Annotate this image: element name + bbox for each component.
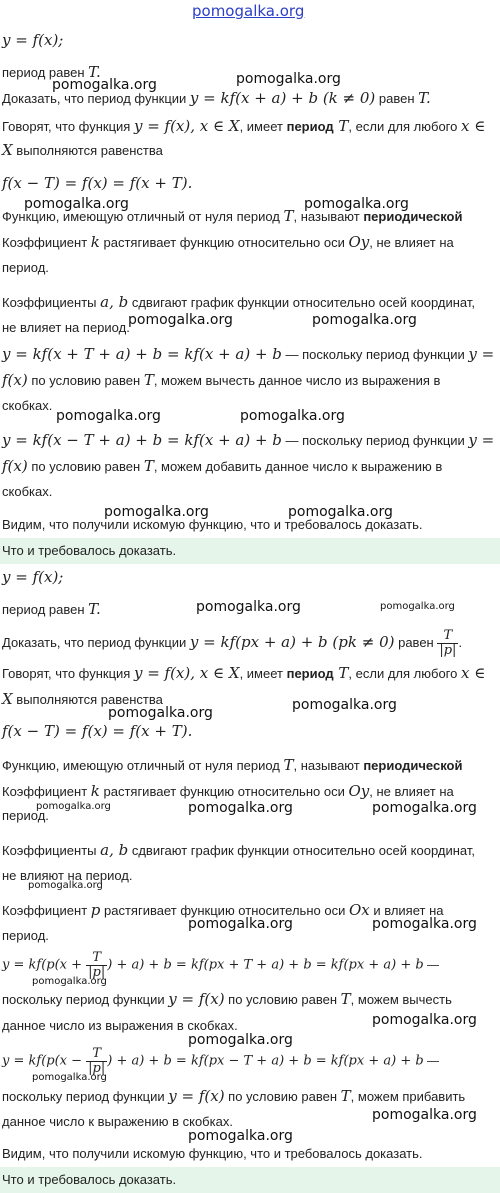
s2-line-15: поскольку период функции y = f(x) по условию равен T, можем вычесть <box>2 990 452 1008</box>
s2-line-16: данное число из выражения в скобках. <box>2 1018 238 1033</box>
s2-line-7: Функцию, имеющую отличный от нуля период T, называют периодической <box>2 756 463 774</box>
fraction: $\frac{T}{|p|}$ <box>439 628 457 658</box>
watermark: pomogalka.org <box>32 1072 107 1083</box>
s2-line-10: Коэффициенты a, b сдвигают график функции относительно осей координат, <box>2 841 475 859</box>
s1-line-18: Видим, что получили искомую функцию, что и требовалось доказать. <box>2 517 423 532</box>
s1-line-7: Функцию, имеющую отличный от нуля период T, называют периодической <box>2 207 463 225</box>
s2-line-19: данное число к выражению в скобках. <box>2 1114 233 1129</box>
watermark: pomogalka.org <box>24 196 129 212</box>
watermark: pomogalka.org <box>36 801 111 812</box>
watermark: pomogalka.org <box>108 705 213 721</box>
s1-line-5: X выполняются равенства <box>2 141 163 159</box>
s2-line-11: не влияют на период. <box>2 868 133 883</box>
watermark: pomogalka.org <box>372 916 477 932</box>
watermark: pomogalka.org <box>240 408 345 424</box>
s1-conclusion-band: Что и требовалось доказать. <box>0 538 500 564</box>
watermark: pomogalka.org <box>104 504 209 520</box>
watermark: pomogalka.org <box>288 504 393 520</box>
s2-line-9: период. <box>2 808 49 823</box>
watermark: pomogalka.org <box>372 1012 477 1028</box>
fraction: $\frac{T}{|p|}$ <box>88 950 106 980</box>
s1-line-1: y = f(x); <box>2 31 64 49</box>
s1-line-14: скобках. <box>2 398 53 413</box>
watermark: pomogalka.org <box>128 312 233 328</box>
s2-line-5: X выполняются равенства <box>2 690 163 708</box>
s1-line-2: период равен T. <box>2 63 101 81</box>
watermark: pomogalka.org <box>52 77 157 93</box>
watermark: pomogalka.org <box>312 312 417 328</box>
s1-line-4: Говорят, что функция y = f(x), x ∈ X, имеет период T, если для любого x ∈ <box>2 117 486 135</box>
s2-line-6: f(x − T) = f(x) = f(x + T). <box>2 722 193 740</box>
watermark: pomogalka.org <box>188 1032 293 1048</box>
s2-line-18: поскольку период функции y = f(x) по условию равен T, можем прибавить <box>2 1087 466 1105</box>
watermark: pomogalka.org <box>196 599 301 615</box>
s1-line-6: f(x − T) = f(x) = f(x + T). <box>2 174 193 192</box>
s1-line-3: Доказать, что период функции y = kf(x + a) + b (k ≠ 0) равен T. <box>2 89 431 107</box>
s2-line-8: Коэффициент k растягивает функцию относительно оси Oy, не влияет на <box>2 782 454 800</box>
watermark: pomogalka.org <box>28 880 103 891</box>
s2-line-4: Говорят, что функция y = f(x), x ∈ X, имеет период T, если для любого x ∈ <box>2 664 486 682</box>
s2-line-2: период равен T. <box>2 600 101 618</box>
s1-line-17: скобках. <box>2 484 53 499</box>
s2-line-13: период. <box>2 928 49 943</box>
watermark: pomogalka.org <box>188 1128 293 1144</box>
watermark: pomogalka.org <box>380 601 455 612</box>
watermark: pomogalka.org <box>32 976 107 987</box>
watermark: pomogalka.org <box>372 1107 477 1123</box>
s1-line-13: f(x) по условию равен T, можем вычесть данное число из выражения в <box>2 371 441 389</box>
s1-line-8: Коэффициент k растягивает функцию относительно оси Oy, не влияет на <box>2 233 454 251</box>
s1-line-10: Коэффициенты a, b сдвигают график функции относительно осей координат, <box>2 293 475 311</box>
watermark: pomogalka.org <box>188 916 293 932</box>
s1-line-9: период. <box>2 260 49 275</box>
watermark: pomogalka.org <box>188 800 293 816</box>
s1-line-16: f(x) по условию равен T, можем добавить данное число к выражению в <box>2 457 443 475</box>
s2-line-17: y = kf(p(x − $\frac{T}{|p|}$ ) + a) + b = kf(px − T + a) + b = kf(px + a) + b — <box>2 1046 440 1076</box>
watermark: pomogalka.org <box>304 196 409 212</box>
s2-line-12: Коэффициент p растягивает функцию относительно оси Ox и влияет на <box>2 901 444 919</box>
fraction: $\frac{T}{|p|}$ <box>88 1046 106 1076</box>
watermark: pomogalka.org <box>372 800 477 816</box>
s1-line-15: y = kf(x − T + a) + b = kf(x + a) + b — поскольку период функции y = <box>2 431 495 449</box>
s2-conclusion-band: Что и требовалось доказать. <box>0 1167 500 1193</box>
watermark: pomogalka.org <box>292 697 397 713</box>
s1-line-12: y = kf(x + T + a) + b = kf(x + a) + b — поскольку период функции y = <box>2 345 495 363</box>
s2-line-1: y = f(x); <box>2 568 64 586</box>
s2-line-14: y = kf(p(x + $\frac{T}{|p|}$ ) + a) + b = kf(px + T + a) + b = kf(px + a) + b — <box>2 950 440 980</box>
watermark: pomogalka.org <box>236 71 341 87</box>
watermark: pomogalka.org <box>56 408 161 424</box>
watermark-top[interactable]: pomogalka.org <box>192 2 305 20</box>
s2-line-3: Доказать, что период функции y = kf(px + a) + b (pk ≠ 0) равен $\frac{T}{|p|}$ . <box>2 628 463 658</box>
s2-line-20: Видим, что получили искомую функцию, что и требовалось доказать. <box>2 1146 423 1161</box>
s1-line-11: не влияет на период. <box>2 320 130 335</box>
